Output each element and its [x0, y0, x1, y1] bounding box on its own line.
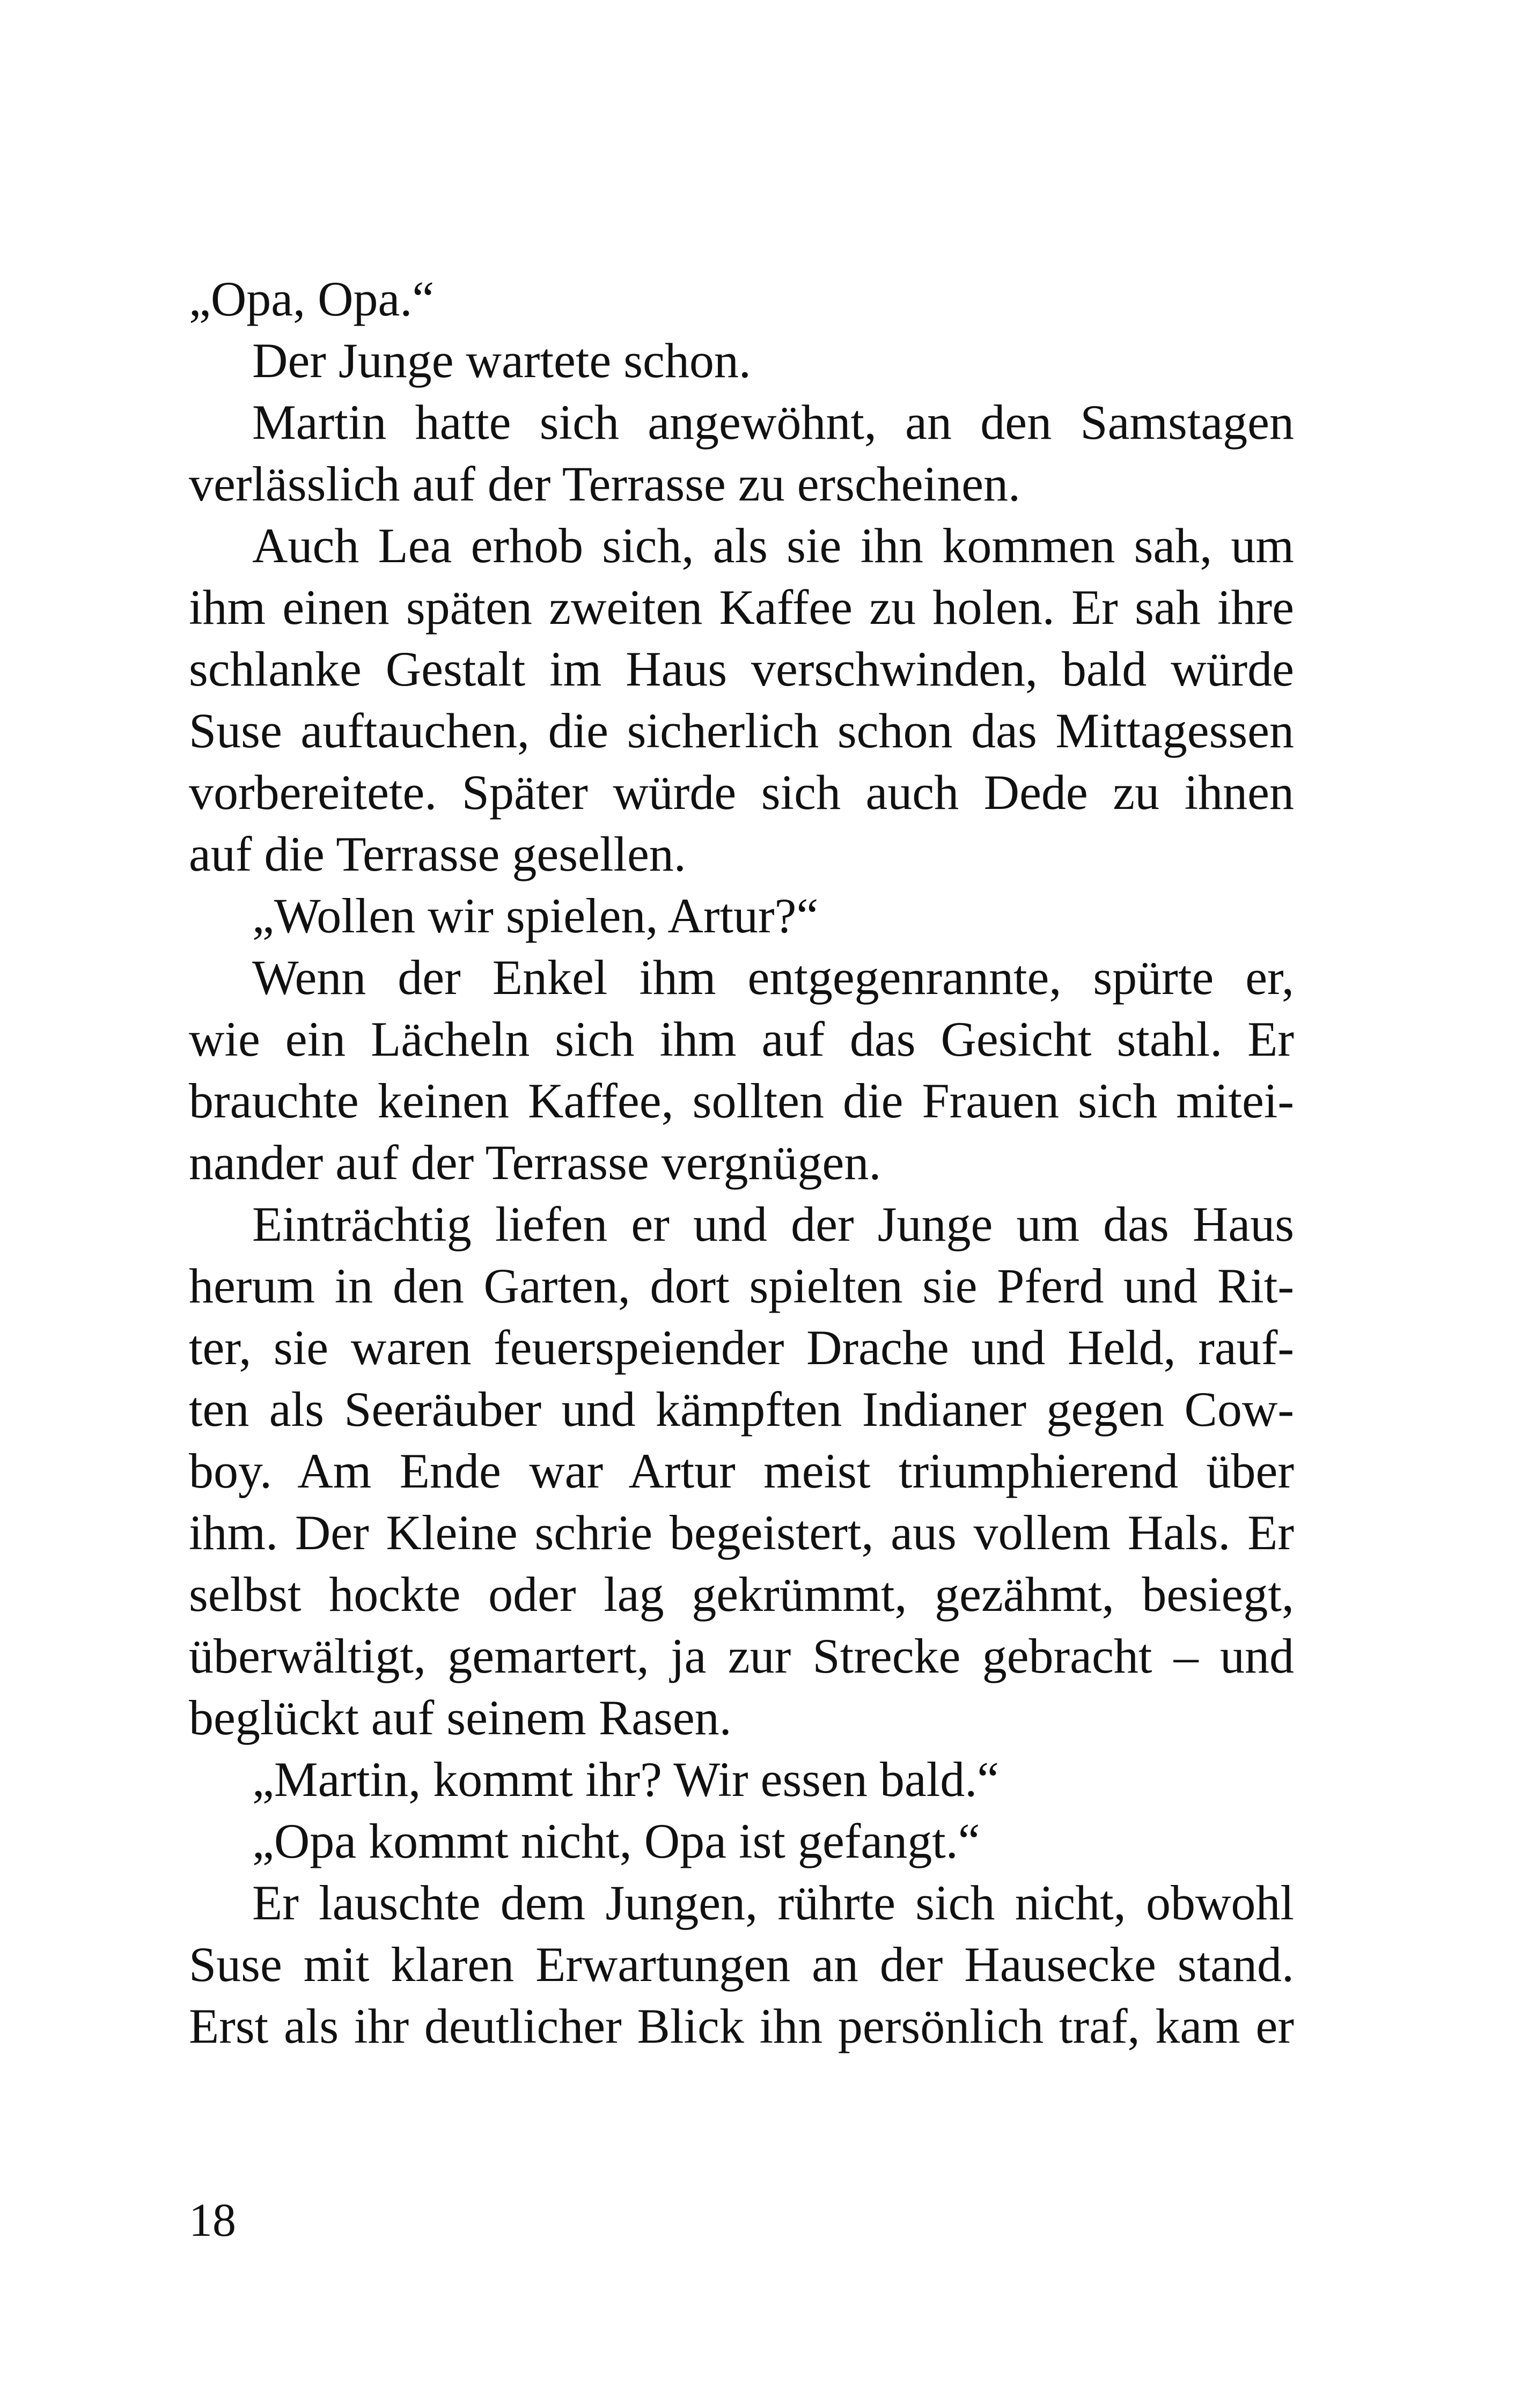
text-line: ten als Seeräuber und kämpften Indianer gegen Cow- [189, 1382, 1294, 1437]
text-line: auf die Terrasse gesellen. [189, 827, 686, 881]
text-line: ihm. Der Kleine schrie begeistert, aus vollem Hals. Er [189, 1505, 1294, 1560]
text-line: schlanke Gestalt im Haus verschwinden, bald würde [189, 642, 1294, 696]
text-line: selbst hockte oder lag gekrümmt, gezähmt, besiegt, [189, 1567, 1294, 1622]
text-line: Der Junge wartete schon. [252, 333, 751, 388]
text-line: herum in den Garten, dort spielten sie Pferd und Rit- [189, 1258, 1294, 1313]
text-line: ihm einen späten zweiten Kaffee zu holen. Er sah ihre [189, 580, 1294, 635]
text-line: Einträchtig liefen er und der Junge um das Haus [252, 1197, 1294, 1251]
text-line: Wenn der Enkel ihm entgegenrannte, spürte er, [252, 950, 1294, 1005]
text-line: ter, sie waren feuerspeiender Drache und Held, rauf- [189, 1320, 1294, 1375]
page-body-text [189, 268, 1294, 2057]
text-line: brauchte keinen Kaffee, sollten die Frauen sich mitei- [189, 1073, 1294, 1128]
text-line: „Martin, kommt ihr? Wir essen bald.“ [252, 1752, 1000, 1807]
text-line: Martin hatte sich angewöhnt, an den Samstagen [252, 395, 1294, 450]
text-line: überwältigt, gemartert, ja zur Strecke gebracht – und [189, 1629, 1294, 1683]
text-line: „Opa, Opa.“ [189, 271, 435, 326]
text-line: „Opa kommt nicht, Opa ist gefangt.“ [252, 1814, 980, 1868]
text-line: wie ein Lächeln sich ihm auf das Gesicht stahl. Er [189, 1012, 1294, 1066]
text-line: Er lauschte dem Jungen, rührte sich nicht, obwohl [252, 1875, 1294, 1930]
text-line: Erst als ihr deutlicher Blick ihn persönlich traf, kam er [189, 1999, 1294, 2053]
text-line: vorbereitete. Später würde sich auch Dede zu ihnen [189, 765, 1294, 820]
page-number: 18 [189, 2195, 236, 2247]
text-line: „Wollen wir spielen, Artur?“ [252, 888, 819, 943]
text-line: nander auf der Terrasse vergnügen. [189, 1135, 881, 1190]
text-line: verlässlich auf der Terrasse zu erscheinen. [189, 456, 1021, 511]
text-line: beglückt auf seinem Rasen. [189, 1690, 732, 1745]
text-line: Auch Lea erhob sich, als sie ihn kommen sah, um [252, 518, 1294, 573]
text-line: boy. Am Ende war Artur meist triumphierend über [189, 1444, 1294, 1498]
text-line: Suse mit klaren Erwartungen an der Hausecke stand. [189, 1937, 1294, 1992]
text-line: Suse auftauchen, die sicherlich schon das Mittagessen [189, 703, 1294, 758]
